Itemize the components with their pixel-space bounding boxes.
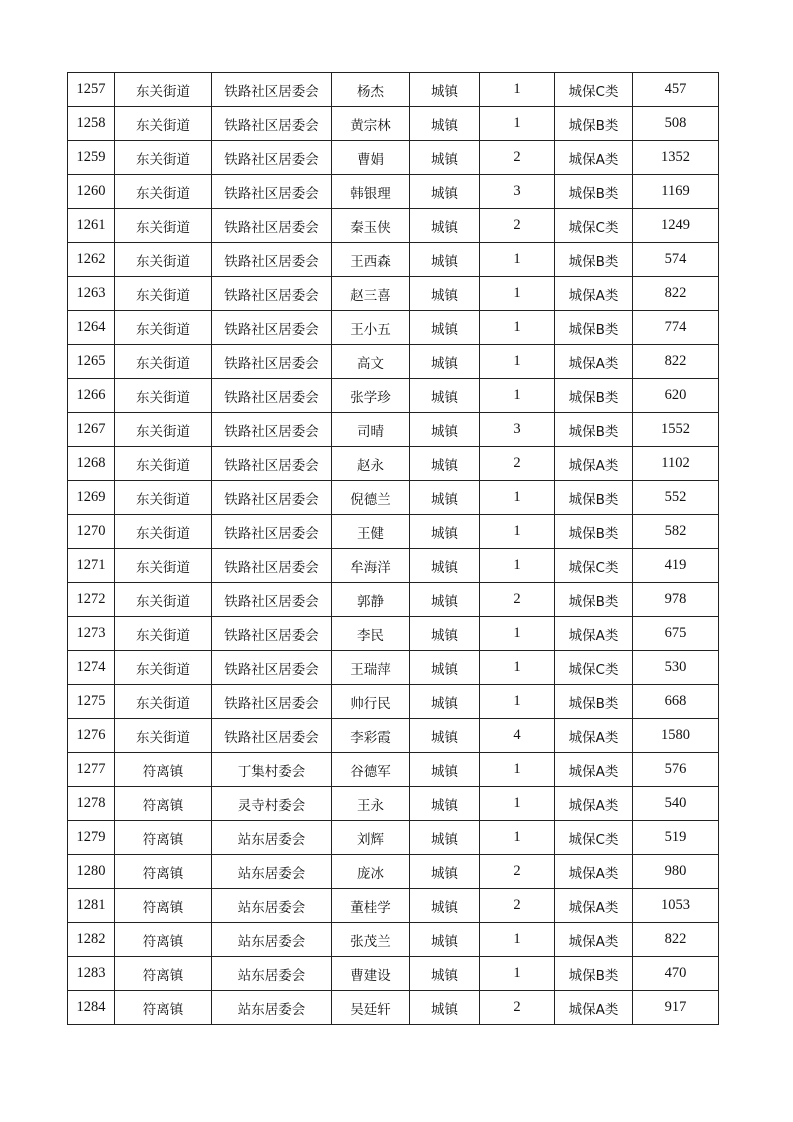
table-row: [68, 481, 719, 515]
category-cell: 城保A类: [555, 991, 633, 1025]
subdistrict-cell: 东关街道: [115, 685, 212, 719]
serial-number-cell: 1262: [68, 243, 115, 277]
community-cell: 铁路社区居委会: [212, 345, 332, 379]
serial-number-cell: 1268: [68, 447, 115, 481]
community-cell: 站东居委会: [212, 889, 332, 923]
category-cell: 城保A类: [555, 277, 633, 311]
serial-number-cell: 1284: [68, 991, 115, 1025]
category-cell: 城保B类: [555, 413, 633, 447]
category-cell: 城保B类: [555, 379, 633, 413]
community-cell: 铁路社区居委会: [212, 481, 332, 515]
name-cell: 赵永: [332, 447, 410, 481]
table-row: [68, 345, 719, 379]
serial-number-cell: 1260: [68, 175, 115, 209]
serial-number-cell: 1267: [68, 413, 115, 447]
table-row: [68, 923, 719, 957]
community-cell: 站东居委会: [212, 855, 332, 889]
subdistrict-cell: 符离镇: [115, 821, 212, 855]
name-cell: 高文: [332, 345, 410, 379]
community-cell: 铁路社区居委会: [212, 107, 332, 141]
serial-number-cell: 1276: [68, 719, 115, 753]
name-cell: 王瑞萍: [332, 651, 410, 685]
community-cell: 铁路社区居委会: [212, 277, 332, 311]
name-cell: 倪德兰: [332, 481, 410, 515]
household-size-cell: 1: [480, 277, 555, 311]
table-row: [68, 277, 719, 311]
subdistrict-cell: 东关街道: [115, 617, 212, 651]
area-type-cell: 城镇: [410, 277, 480, 311]
serial-number-cell: 1271: [68, 549, 115, 583]
area-type-cell: 城镇: [410, 345, 480, 379]
area-type-cell: 城镇: [410, 447, 480, 481]
subdistrict-cell: 东关街道: [115, 481, 212, 515]
name-cell: 帅行民: [332, 685, 410, 719]
amount-cell: 620: [633, 379, 719, 413]
subdistrict-cell: 符离镇: [115, 923, 212, 957]
category-cell: 城保A类: [555, 447, 633, 481]
area-type-cell: 城镇: [410, 379, 480, 413]
subdistrict-cell: 东关街道: [115, 413, 212, 447]
community-cell: 站东居委会: [212, 923, 332, 957]
table-row: [68, 311, 719, 345]
amount-cell: 470: [633, 957, 719, 991]
serial-number-cell: 1273: [68, 617, 115, 651]
community-cell: 铁路社区居委会: [212, 413, 332, 447]
household-size-cell: 2: [480, 141, 555, 175]
category-cell: 城保A类: [555, 787, 633, 821]
name-cell: 韩银理: [332, 175, 410, 209]
name-cell: 王永: [332, 787, 410, 821]
name-cell: 张学珍: [332, 379, 410, 413]
community-cell: 铁路社区居委会: [212, 209, 332, 243]
community-cell: 铁路社区居委会: [212, 175, 332, 209]
community-cell: 铁路社区居委会: [212, 243, 332, 277]
table-row: [68, 719, 719, 753]
household-size-cell: 2: [480, 991, 555, 1025]
serial-number-cell: 1281: [68, 889, 115, 923]
area-type-cell: 城镇: [410, 243, 480, 277]
category-cell: 城保A类: [555, 923, 633, 957]
table-row: [68, 821, 719, 855]
category-cell: 城保B类: [555, 243, 633, 277]
household-size-cell: 2: [480, 889, 555, 923]
community-cell: 铁路社区居委会: [212, 73, 332, 107]
category-cell: 城保B类: [555, 685, 633, 719]
community-cell: 铁路社区居委会: [212, 719, 332, 753]
name-cell: 曹建设: [332, 957, 410, 991]
area-type-cell: 城镇: [410, 481, 480, 515]
serial-number-cell: 1259: [68, 141, 115, 175]
subdistrict-cell: 符离镇: [115, 889, 212, 923]
serial-number-cell: 1275: [68, 685, 115, 719]
table-row: [68, 243, 719, 277]
community-cell: 灵寺村委会: [212, 787, 332, 821]
subdistrict-cell: 东关街道: [115, 277, 212, 311]
amount-cell: 576: [633, 753, 719, 787]
community-cell: 丁集村委会: [212, 753, 332, 787]
subdistrict-cell: 东关街道: [115, 209, 212, 243]
name-cell: 李彩霞: [332, 719, 410, 753]
household-size-cell: 1: [480, 549, 555, 583]
serial-number-cell: 1266: [68, 379, 115, 413]
area-type-cell: 城镇: [410, 753, 480, 787]
serial-number-cell: 1270: [68, 515, 115, 549]
category-cell: 城保A类: [555, 141, 633, 175]
amount-cell: 774: [633, 311, 719, 345]
name-cell: 王小五: [332, 311, 410, 345]
household-size-cell: 3: [480, 175, 555, 209]
amount-cell: 540: [633, 787, 719, 821]
name-cell: 牟海洋: [332, 549, 410, 583]
area-type-cell: 城镇: [410, 651, 480, 685]
table-row: [68, 957, 719, 991]
household-size-cell: 1: [480, 821, 555, 855]
household-size-cell: 1: [480, 345, 555, 379]
subdistrict-cell: 东关街道: [115, 447, 212, 481]
subdistrict-cell: 符离镇: [115, 753, 212, 787]
area-type-cell: 城镇: [410, 209, 480, 243]
name-cell: 王西森: [332, 243, 410, 277]
serial-number-cell: 1265: [68, 345, 115, 379]
category-cell: 城保A类: [555, 753, 633, 787]
name-cell: 秦玉侠: [332, 209, 410, 243]
area-type-cell: 城镇: [410, 107, 480, 141]
amount-cell: 508: [633, 107, 719, 141]
serial-number-cell: 1274: [68, 651, 115, 685]
subdistrict-cell: 符离镇: [115, 855, 212, 889]
area-type-cell: 城镇: [410, 617, 480, 651]
area-type-cell: 城镇: [410, 141, 480, 175]
household-size-cell: 2: [480, 855, 555, 889]
household-size-cell: 1: [480, 379, 555, 413]
subdistrict-cell: 符离镇: [115, 787, 212, 821]
name-cell: 刘辉: [332, 821, 410, 855]
household-size-cell: 3: [480, 413, 555, 447]
name-cell: 张茂兰: [332, 923, 410, 957]
serial-number-cell: 1272: [68, 583, 115, 617]
household-size-cell: 1: [480, 957, 555, 991]
area-type-cell: 城镇: [410, 923, 480, 957]
household-size-cell: 1: [480, 753, 555, 787]
category-cell: 城保C类: [555, 651, 633, 685]
community-cell: 铁路社区居委会: [212, 447, 332, 481]
area-type-cell: 城镇: [410, 311, 480, 345]
community-cell: 站东居委会: [212, 957, 332, 991]
household-size-cell: 1: [480, 107, 555, 141]
category-cell: 城保B类: [555, 957, 633, 991]
community-cell: 铁路社区居委会: [212, 311, 332, 345]
area-type-cell: 城镇: [410, 957, 480, 991]
community-cell: 铁路社区居委会: [212, 141, 332, 175]
area-type-cell: 城镇: [410, 685, 480, 719]
subdistrict-cell: 东关街道: [115, 515, 212, 549]
household-size-cell: 1: [480, 515, 555, 549]
amount-cell: 1352: [633, 141, 719, 175]
amount-cell: 668: [633, 685, 719, 719]
subdistrict-cell: 东关街道: [115, 379, 212, 413]
relief-roster-table: [67, 72, 719, 1025]
area-type-cell: 城镇: [410, 413, 480, 447]
subdistrict-cell: 东关街道: [115, 651, 212, 685]
table-row: [68, 209, 719, 243]
amount-cell: 1102: [633, 447, 719, 481]
household-size-cell: 1: [480, 617, 555, 651]
amount-cell: 1580: [633, 719, 719, 753]
category-cell: 城保A类: [555, 889, 633, 923]
subdistrict-cell: 符离镇: [115, 991, 212, 1025]
name-cell: 司晴: [332, 413, 410, 447]
serial-number-cell: 1261: [68, 209, 115, 243]
household-size-cell: 1: [480, 243, 555, 277]
area-type-cell: 城镇: [410, 855, 480, 889]
amount-cell: 675: [633, 617, 719, 651]
household-size-cell: 1: [480, 685, 555, 719]
household-size-cell: 4: [480, 719, 555, 753]
category-cell: 城保B类: [555, 175, 633, 209]
table-row: [68, 73, 719, 107]
area-type-cell: 城镇: [410, 73, 480, 107]
serial-number-cell: 1280: [68, 855, 115, 889]
community-cell: 铁路社区居委会: [212, 549, 332, 583]
household-size-cell: 1: [480, 787, 555, 821]
serial-number-cell: 1278: [68, 787, 115, 821]
amount-cell: 552: [633, 481, 719, 515]
name-cell: 赵三喜: [332, 277, 410, 311]
table-row: [68, 141, 719, 175]
serial-number-cell: 1269: [68, 481, 115, 515]
table-row: [68, 175, 719, 209]
amount-cell: 822: [633, 277, 719, 311]
table-row: [68, 617, 719, 651]
serial-number-cell: 1264: [68, 311, 115, 345]
community-cell: 铁路社区居委会: [212, 617, 332, 651]
community-cell: 站东居委会: [212, 991, 332, 1025]
amount-cell: 582: [633, 515, 719, 549]
serial-number-cell: 1263: [68, 277, 115, 311]
table-row: [68, 787, 719, 821]
category-cell: 城保C类: [555, 549, 633, 583]
community-cell: 铁路社区居委会: [212, 685, 332, 719]
area-type-cell: 城镇: [410, 515, 480, 549]
table-row: [68, 753, 719, 787]
subdistrict-cell: 东关街道: [115, 719, 212, 753]
category-cell: 城保B类: [555, 107, 633, 141]
category-cell: 城保C类: [555, 209, 633, 243]
amount-cell: 822: [633, 923, 719, 957]
serial-number-cell: 1258: [68, 107, 115, 141]
name-cell: 杨杰: [332, 73, 410, 107]
category-cell: 城保B类: [555, 481, 633, 515]
household-size-cell: 1: [480, 923, 555, 957]
community-cell: 站东居委会: [212, 821, 332, 855]
serial-number-cell: 1279: [68, 821, 115, 855]
table-row: [68, 991, 719, 1025]
table-row: [68, 651, 719, 685]
area-type-cell: 城镇: [410, 719, 480, 753]
subdistrict-cell: 东关街道: [115, 549, 212, 583]
subdistrict-cell: 东关街道: [115, 107, 212, 141]
subdistrict-cell: 东关街道: [115, 141, 212, 175]
amount-cell: 978: [633, 583, 719, 617]
household-size-cell: 1: [480, 311, 555, 345]
amount-cell: 457: [633, 73, 719, 107]
household-size-cell: 1: [480, 651, 555, 685]
household-size-cell: 2: [480, 209, 555, 243]
serial-number-cell: 1282: [68, 923, 115, 957]
amount-cell: 1169: [633, 175, 719, 209]
area-type-cell: 城镇: [410, 583, 480, 617]
category-cell: 城保A类: [555, 855, 633, 889]
table-row: [68, 685, 719, 719]
serial-number-cell: 1277: [68, 753, 115, 787]
table-row: [68, 515, 719, 549]
table-row: [68, 583, 719, 617]
serial-number-cell: 1257: [68, 73, 115, 107]
amount-cell: 917: [633, 991, 719, 1025]
area-type-cell: 城镇: [410, 787, 480, 821]
subdistrict-cell: 东关街道: [115, 175, 212, 209]
area-type-cell: 城镇: [410, 821, 480, 855]
area-type-cell: 城镇: [410, 991, 480, 1025]
category-cell: 城保C类: [555, 821, 633, 855]
amount-cell: 519: [633, 821, 719, 855]
community-cell: 铁路社区居委会: [212, 651, 332, 685]
table-body: [68, 73, 719, 1025]
category-cell: 城保A类: [555, 617, 633, 651]
amount-cell: 419: [633, 549, 719, 583]
subdistrict-cell: 东关街道: [115, 583, 212, 617]
amount-cell: 822: [633, 345, 719, 379]
table-row: [68, 379, 719, 413]
community-cell: 铁路社区居委会: [212, 515, 332, 549]
household-size-cell: 1: [480, 481, 555, 515]
category-cell: 城保C类: [555, 73, 633, 107]
name-cell: 王健: [332, 515, 410, 549]
household-size-cell: 1: [480, 73, 555, 107]
table-row: [68, 549, 719, 583]
subdistrict-cell: 东关街道: [115, 243, 212, 277]
name-cell: 黄宗林: [332, 107, 410, 141]
name-cell: 谷德军: [332, 753, 410, 787]
name-cell: 郭静: [332, 583, 410, 617]
category-cell: 城保B类: [555, 515, 633, 549]
name-cell: 董桂学: [332, 889, 410, 923]
category-cell: 城保A类: [555, 345, 633, 379]
relief-roster-table-container: [67, 72, 719, 1025]
serial-number-cell: 1283: [68, 957, 115, 991]
subdistrict-cell: 符离镇: [115, 957, 212, 991]
area-type-cell: 城镇: [410, 889, 480, 923]
table-row: [68, 447, 719, 481]
area-type-cell: 城镇: [410, 175, 480, 209]
household-size-cell: 2: [480, 447, 555, 481]
household-size-cell: 2: [480, 583, 555, 617]
amount-cell: 1552: [633, 413, 719, 447]
community-cell: 铁路社区居委会: [212, 583, 332, 617]
name-cell: 庞冰: [332, 855, 410, 889]
community-cell: 铁路社区居委会: [212, 379, 332, 413]
amount-cell: 1053: [633, 889, 719, 923]
name-cell: 吴廷轩: [332, 991, 410, 1025]
name-cell: 曹娟: [332, 141, 410, 175]
table-row: [68, 413, 719, 447]
table-row: [68, 855, 719, 889]
table-row: [68, 107, 719, 141]
amount-cell: 530: [633, 651, 719, 685]
category-cell: 城保B类: [555, 583, 633, 617]
subdistrict-cell: 东关街道: [115, 345, 212, 379]
amount-cell: 980: [633, 855, 719, 889]
category-cell: 城保B类: [555, 311, 633, 345]
table-row: [68, 889, 719, 923]
area-type-cell: 城镇: [410, 549, 480, 583]
amount-cell: 1249: [633, 209, 719, 243]
name-cell: 李民: [332, 617, 410, 651]
category-cell: 城保A类: [555, 719, 633, 753]
subdistrict-cell: 东关街道: [115, 73, 212, 107]
amount-cell: 574: [633, 243, 719, 277]
subdistrict-cell: 东关街道: [115, 311, 212, 345]
